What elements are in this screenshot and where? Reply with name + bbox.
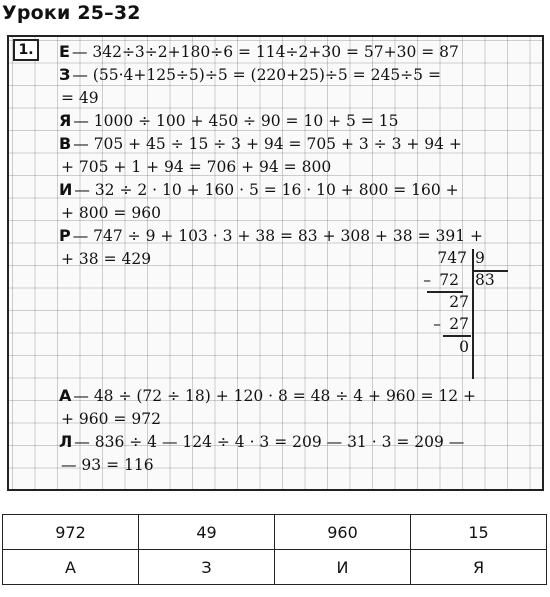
solution-line bbox=[59, 179, 459, 201]
line-letter: И bbox=[59, 180, 73, 199]
division-subtrahend: 72 bbox=[439, 271, 459, 289]
line-text: = 49 bbox=[61, 89, 99, 107]
line-text: — (55·4+125÷5)÷5 = (220+25)÷5 = 245÷5 = bbox=[72, 66, 441, 84]
division-partial-remainder: 27 bbox=[449, 293, 469, 311]
task-number: 1. bbox=[13, 39, 39, 61]
line-text: + 705 + 1 + 94 = 706 + 94 = 800 bbox=[61, 158, 332, 176]
line-text: + 960 = 972 bbox=[61, 410, 161, 428]
line-text: — 32 ÷ 2 · 10 + 160 · 5 = 16 · 10 + 800 = 160 + bbox=[74, 181, 459, 199]
solution-line bbox=[59, 385, 476, 407]
division-dividend: 747 bbox=[437, 249, 467, 267]
solution-line bbox=[59, 225, 483, 247]
answer-value-cell: 960 bbox=[275, 515, 411, 550]
solution-line bbox=[59, 133, 462, 155]
answer-letters-row bbox=[3, 550, 547, 585]
answer-value-cell: 972 bbox=[3, 515, 139, 550]
solution-line bbox=[59, 110, 398, 132]
division-minus-sign: – bbox=[423, 271, 431, 289]
solution-line bbox=[59, 202, 161, 224]
answer-letter-cell: А bbox=[3, 550, 139, 585]
solution-line bbox=[59, 454, 154, 476]
line-letter: З bbox=[59, 65, 71, 84]
answer-values-row bbox=[3, 515, 547, 550]
line-letter: Я bbox=[59, 111, 72, 130]
line-text: — 48 ÷ (72 ÷ 18) + 120 · 8 = 48 ÷ 4 + 960 = 12 + bbox=[73, 387, 477, 405]
answer-letter-cell: З bbox=[139, 550, 275, 585]
solution-line bbox=[59, 431, 464, 453]
division-vertical-rule bbox=[472, 249, 474, 379]
line-text: + 800 = 960 bbox=[61, 204, 161, 222]
division-minus-sign: – bbox=[433, 315, 441, 333]
line-text: — 747 ÷ 9 + 103 · 3 + 38 = 83 + 308 + 38 = 391 + bbox=[72, 227, 483, 245]
solution-line bbox=[59, 248, 151, 270]
solution-line bbox=[59, 41, 459, 63]
line-letter: Р bbox=[59, 226, 71, 245]
line-letter: Е bbox=[59, 42, 70, 61]
line-text: — 836 ÷ 4 — 124 ÷ 4 · 3 = 209 — 31 · 3 = 209 — bbox=[74, 433, 465, 451]
line-text: — 342÷3÷2+180÷6 = 114÷2+30 = 57+30 = 87 bbox=[71, 43, 459, 61]
solution-line bbox=[59, 64, 441, 86]
line-text: — 93 = 116 bbox=[61, 456, 154, 474]
answer-letter-cell: И bbox=[275, 550, 411, 585]
line-letter: А bbox=[59, 386, 72, 405]
division-remainder: 0 bbox=[459, 338, 469, 356]
line-text: + 38 = 429 bbox=[61, 250, 152, 268]
line-letter: Л bbox=[59, 432, 73, 451]
answer-value-cell: 15 bbox=[411, 515, 547, 550]
answer-table bbox=[2, 514, 547, 585]
answer-letter-cell: Я bbox=[411, 550, 547, 585]
line-letter: В bbox=[59, 134, 72, 153]
line-text: — 1000 ÷ 100 + 450 ÷ 90 = 10 + 5 = 15 bbox=[73, 112, 399, 130]
grid-paper-box bbox=[7, 35, 544, 491]
solution-line bbox=[59, 408, 161, 430]
page-heading: Уроки 25–32 bbox=[2, 2, 141, 24]
line-text: — 705 + 45 ÷ 15 ÷ 3 + 94 = 705 + 3 ÷ 3 + 94 + bbox=[73, 135, 462, 153]
solution-line bbox=[59, 87, 99, 109]
division-divisor: 9 bbox=[475, 249, 485, 267]
division-quotient: 83 bbox=[475, 271, 495, 289]
answer-value-cell: 49 bbox=[139, 515, 275, 550]
division-subtrahend: 27 bbox=[449, 315, 469, 333]
solution-line bbox=[59, 156, 331, 178]
